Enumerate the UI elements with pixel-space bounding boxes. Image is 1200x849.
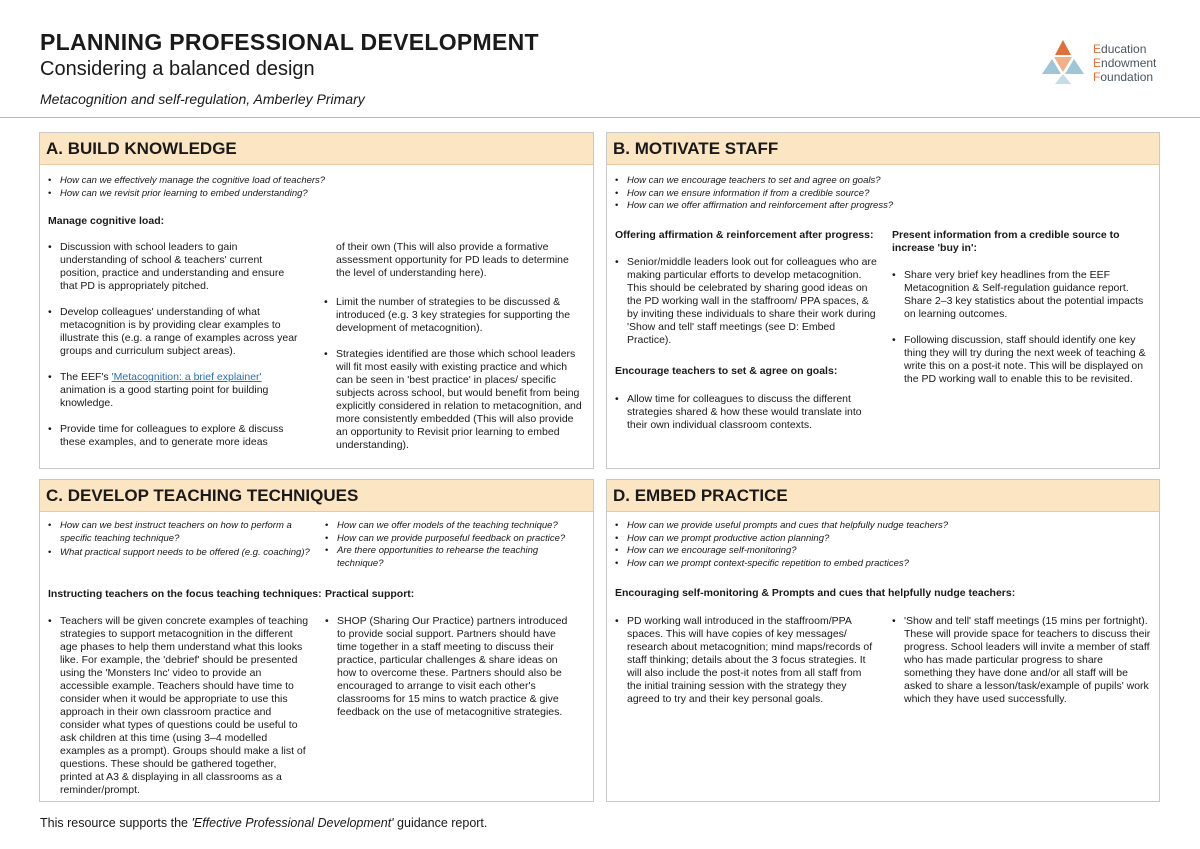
list-item: • Provide time for colleagues to explore & discuss these examples, and to generate more ideas	[48, 423, 300, 449]
question-item: • How can we offer affirmation and reinforcement after progress?	[615, 200, 1145, 213]
bullet-list	[615, 256, 877, 360]
question-item: • How can we provide purposeful feedback on practice?	[325, 533, 587, 546]
bullet-list	[48, 241, 300, 462]
page-header	[40, 28, 1160, 108]
report-title: 'Effective Professional Development'	[191, 816, 394, 830]
logo-word: ndowment	[1101, 56, 1157, 70]
question-item: • How can we effectively manage the cognitive load of teachers?	[48, 175, 578, 188]
list-item: • Teachers will be given concrete examples of teaching strategies to support metacognition in the different age phases to help them understand what this looks like. For example, the 'debrief' should be presented using the 'Monsters Inc' video to provide an accessible example. Teachers should have time to consider when it would be appropriate to use this approach in their own classroom practice and consider what types of questions could be useful to ask children at this time (using 3–4 modelled examples as a prompt). Groups should make a list of questions. These should be gathered together, printed at A3 & displaying in all classrooms as a reminder/prompt.	[48, 615, 310, 797]
logo-initial: E	[1093, 42, 1102, 56]
list-item: • Senior/middle leaders look out for colleagues who are making particular efforts to develop metacognition. This should be celebrated by sharing good ideas on the PD working wall in the staffroom/ PPA spaces, & by inviting these individuals to share their work during 'Show and tell' staff meetings (see D: Embed Practice).	[615, 256, 877, 347]
header-divider	[0, 117, 1200, 118]
text-fragment: animation is a good starting point for building knowledge.	[60, 384, 269, 409]
question-list	[615, 175, 1145, 213]
panel-heading: C. DEVELOP TEACHING TECHNIQUES	[40, 480, 593, 512]
footer-text: This resource supports the	[40, 816, 192, 830]
logo-initial: F	[1093, 70, 1101, 84]
section-subheading: Instructing teachers on the focus teaching techniques:	[48, 588, 322, 600]
list-item	[48, 371, 300, 410]
question-list	[325, 520, 587, 570]
section-subheading: Practical support:	[325, 588, 415, 600]
bullet-list	[324, 296, 584, 465]
list-item: • PD working wall introduced in the staffroom/PPA spaces. This will have copies of key messages/ research about metacognition; mind maps/records of staff thinking; details about the 3 focus strategies. It will also include the post-it notes from all staff from the initial training session with the strategy they agreed to try and their key personal goals.	[615, 615, 877, 706]
list-item: • Share very brief key headlines from the EEF Metacognition & Self-regulation guidance report. Share 2–3 key statistics about the potential impacts on learning outcomes.	[892, 269, 1152, 321]
logo-word: ducation	[1101, 42, 1147, 56]
panel-motivate-staff	[606, 132, 1160, 469]
section-subheading: Present information from a credible source to increase 'buy in':	[892, 229, 1120, 254]
panel-heading: A. BUILD KNOWLEDGE	[40, 133, 593, 165]
panel-develop-techniques	[39, 479, 594, 802]
list-item: • Following discussion, staff should identify one key thing they will try during the next week of teaching & write this on a post-it note. This will be displayed on the PD working wall to enable this to be revisited.	[892, 334, 1152, 386]
page-subtitle: Considering a balanced design	[40, 58, 315, 80]
logo-word: oundation	[1100, 70, 1154, 84]
question-item: • What practical support needs to be offered (e.g. coaching)?	[48, 547, 310, 560]
section-subheading: Manage cognitive load:	[48, 215, 165, 227]
list-item: • Discussion with school leaders to gain understanding of school & teachers' current position, practice and understanding and ensure that PD is appropriately pitched.	[48, 241, 300, 293]
bullet-list	[48, 615, 310, 810]
logo-initial: E	[1093, 56, 1102, 70]
list-item: • SHOP (Sharing Our Practice) partners introduced to provide social support. Partners should have time together in a staff meeting to discuss their practice, particular challenges & share ideas on how to overcome these. Partners should also be encouraged to arrange to visit each other's classrooms for 15 mins to watch practice & give feedback on the use of metacognitive strategies.	[325, 615, 575, 719]
panel-heading: B. MOTIVATE STAFF	[607, 133, 1159, 165]
list-item: • Limit the number of strategies to be discussed & introduced (e.g. 3 key strategies for supporting the development of metacognition).	[324, 296, 584, 335]
explainer-link[interactable]: 'Metacognition: a brief explainer'	[111, 371, 262, 383]
footer-note	[40, 816, 487, 830]
bullet-list	[615, 393, 877, 445]
question-item: • How can we encourage teachers to set and agree on goals?	[615, 175, 1145, 188]
question-item: • How can we prompt productive action planning?	[615, 533, 1145, 546]
bullet-list	[325, 615, 575, 732]
eef-logo-icon	[1040, 40, 1086, 84]
panel-build-knowledge	[39, 132, 594, 469]
question-item: • How can we offer models of the teaching technique?	[325, 520, 587, 533]
question-item: • How can we encourage self-monitoring?	[615, 545, 1145, 558]
question-item: • How can we revisit prior learning to embed understanding?	[48, 188, 578, 201]
question-item: • How can we best instruct teachers on how to perform a specific teaching technique?	[48, 520, 310, 545]
bullet-list	[892, 269, 1152, 399]
text-fragment: The EEF's	[60, 371, 112, 383]
eef-logo-text	[1093, 42, 1156, 84]
bullet-list	[892, 615, 1154, 719]
list-item: • Develop colleagues' understanding of what metacognition is by providing clear examples to illustrate this (e.g. a range of examples across year groups and curriculum subject areas).	[48, 306, 300, 358]
panel-embed-practice	[606, 479, 1160, 802]
question-item: • How can we prompt context-specific repetition to embed practices?	[615, 558, 1145, 571]
eef-logo	[1040, 40, 1170, 84]
question-item: • How can we provide useful prompts and cues that helpfully nudge teachers?	[615, 520, 1145, 533]
question-list	[48, 520, 310, 560]
question-item: • Are there opportunities to rehearse the teaching technique?	[325, 545, 587, 570]
list-item: • Strategies identified are those which school leaders will fit most easily with existing practice and which can be seen in 'best practice' in places/ specific subjects across school, but would benefit from being explicitly considered in relation to metacognition, and more consistently embedded (This will also provide an opportunity to Revisit prior learning to embed understanding).	[324, 348, 584, 452]
question-list	[48, 175, 578, 200]
bullet-list	[615, 615, 877, 719]
section-subheading: Offering affirmation & reinforcement after progress:	[615, 229, 874, 241]
section-subheading: Encourage teachers to set & agree on goals:	[615, 365, 838, 377]
page-title: PLANNING PROFESSIONAL DEVELOPMENT	[40, 29, 539, 55]
footer-text: guidance report.	[393, 816, 488, 830]
panel-heading: D. EMBED PRACTICE	[607, 480, 1159, 512]
question-item: • How can we ensure information if from a credible source?	[615, 188, 1145, 201]
section-subheading: Encouraging self-monitoring & Prompts and cues that helpfully nudge teachers:	[615, 587, 1016, 599]
list-item: • 'Show and tell' staff meetings (15 mins per fortnight). These will provide space for teachers to discuss their progress. School leaders will invite a member of staff who has made particular progress to share something they have done and/or all staff will be asked to share a lesson/task/example of pupils' work which they have used successfully.	[892, 615, 1154, 706]
list-item: • Allow time for colleagues to discuss the different strategies shared & how these would translate into their own individual classroom contexts.	[615, 393, 877, 432]
school-caption: Metacognition and self-regulation, Amberley Primary	[40, 91, 365, 107]
question-list	[615, 520, 1145, 570]
continued-text: of their own (This will also provide a formative assessment opportunity for PD leads to determine the level of understanding here).	[336, 241, 569, 279]
